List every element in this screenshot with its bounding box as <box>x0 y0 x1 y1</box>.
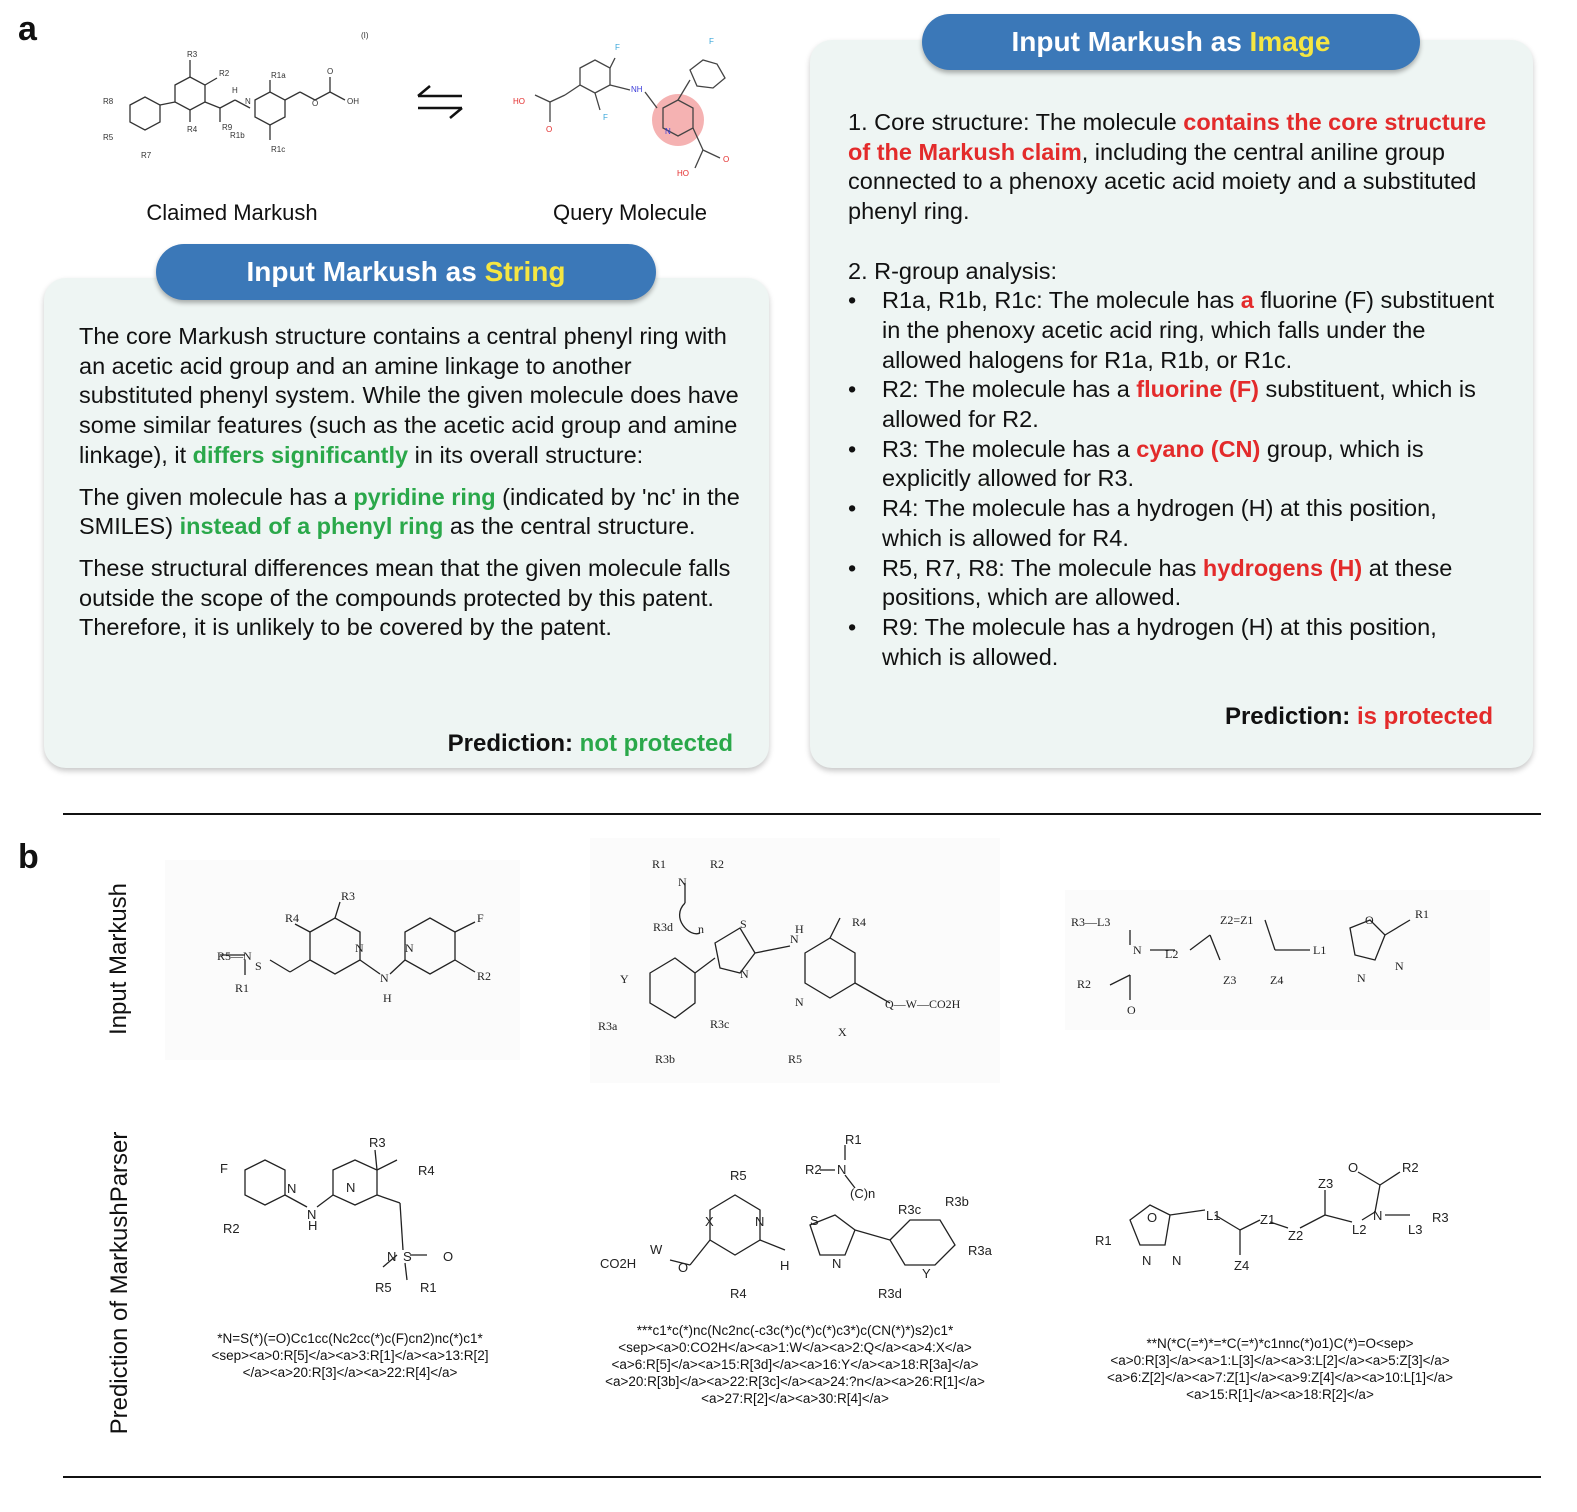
input-markush-3 <box>1065 890 1490 1030</box>
prediction-structure-3 <box>1090 1150 1460 1280</box>
pr2-r1: R1 <box>845 1132 862 1147</box>
label-r2: R2 <box>219 69 230 78</box>
input-markush-1 <box>165 860 520 1060</box>
label-r1a: R1a <box>271 71 286 80</box>
query-n: N <box>665 127 671 136</box>
in2-r5: R5 <box>788 1052 803 1066</box>
pr2-s: S <box>810 1213 819 1228</box>
pr3-z3: Z3 <box>1318 1176 1334 1191</box>
in2-qwco2h: Q—W—CO2H <box>885 997 961 1011</box>
label-n: N <box>245 97 251 106</box>
row-label-prediction: Prediction of MarkushParser <box>106 1131 133 1435</box>
in2-r1: R1 <box>652 857 667 871</box>
rgroup-bullet-2: • R2: The molecule has a fluorine (F) substituent, which is allowed for R2. <box>848 376 1476 433</box>
pr2-r3d: R3d <box>878 1286 902 1301</box>
pr3-n: N <box>1142 1253 1152 1268</box>
pr3-l3: L3 <box>1408 1222 1423 1237</box>
label-o2: O <box>327 67 334 76</box>
pr2-r2: R2 <box>805 1162 822 1177</box>
prediction-structure-2 <box>600 1130 1000 1310</box>
section-divider-bottom <box>63 1476 1541 1478</box>
in1-n2: N <box>380 971 389 985</box>
pr1-o: O <box>443 1249 454 1264</box>
pr3-z2: Z2 <box>1288 1228 1304 1243</box>
claimed-markush-structure <box>95 30 395 180</box>
pr1-r5: R5 <box>375 1280 392 1295</box>
image-card-text <box>848 108 1498 672</box>
in3-l2: L2 <box>1165 947 1179 961</box>
prediction-structure-1 <box>215 1135 465 1300</box>
in2-r3c: R3c <box>710 1017 730 1031</box>
pr2-n: N <box>837 1162 847 1177</box>
pr1-r2: R2 <box>223 1221 240 1236</box>
row-label-input: Input Markush <box>105 882 132 1036</box>
equilibrium-arrow-icon <box>414 82 466 122</box>
rgroup-bullet-6: • R9: The molecule has a hydrogen (H) at this position, which is allowed. <box>848 613 1437 670</box>
in3-o2: O <box>1127 1003 1136 1017</box>
smiles-3-line-4: <a>15:R[1]</a><a>18:R[2]</a> <box>1186 1387 1374 1402</box>
smiles-1-line-3: </a><a>20:R[3]</a><a>22:R[4]</a> <box>242 1365 458 1380</box>
smiles-1-line-1: *N=S(*)(=O)Cc1cc(Nc2cc(*)c(F)cn2)nc(*)c1* <box>217 1331 483 1346</box>
label-r7: R7 <box>141 151 152 160</box>
panel-letter-b: b <box>18 838 39 876</box>
pr3-z1: Z1 <box>1260 1212 1276 1227</box>
pr3-n3: N <box>1373 1208 1383 1223</box>
in1-r5n: R5—N <box>217 949 252 963</box>
string-para-2: The given molecule has a pyridine ring (indicated by 'nc' in the SMILES) instead of a phenyl ring as the central structure. <box>79 483 740 540</box>
string-card-header: Input Markush as String <box>156 244 656 300</box>
rgroup-bullet-5: • R5, R7, R8: The molecule has hydrogens (H) at these positions, which are allowed. <box>848 554 1453 611</box>
pr2-r3a: R3a <box>968 1243 992 1258</box>
in2-h: H <box>795 922 804 936</box>
in2-nsub: n <box>698 922 704 936</box>
in1-r1: R1 <box>235 981 250 995</box>
pr1-n4: N <box>387 1249 397 1264</box>
label-r8: R8 <box>103 97 114 106</box>
in3-r3l3: R3—L3 <box>1071 915 1111 929</box>
pr2-y: Y <box>922 1266 931 1281</box>
rgroup-bullet-3: • R3: The molecule has a cyano (CN) group, which is explicitly allowed for R3. <box>848 435 1424 492</box>
pr2-r5: R5 <box>730 1168 747 1183</box>
smiles-2-line-3: <a>6:R[5]</a><a>15:R[3d]</a><a>16:Y</a><a>18:R[3a]</a> <box>611 1357 979 1372</box>
image-prediction: Prediction: is protected <box>1224 703 1493 730</box>
rgroup-bullet-1: • R1a, R1b, R1c: The molecule has a fluorine (F) substituent in the phenoxy acetic acid ring, which falls under the allowed halogens for R1a, R1b, or R1c. <box>848 287 1495 373</box>
pr3-r2: R2 <box>1402 1160 1419 1175</box>
smiles-2-line-5: <a>27:R[2]</a><a>30:R[4]</a> <box>701 1391 889 1406</box>
label-r1b: R1b <box>230 131 245 140</box>
pr1-n2: N <box>346 1180 356 1195</box>
in2-n2: N <box>740 967 749 981</box>
in1-r4: R4 <box>285 911 300 925</box>
pr3-n2: N <box>1172 1253 1182 1268</box>
pr2-x: X <box>705 1214 714 1229</box>
pr3-z4: Z4 <box>1234 1258 1250 1273</box>
in2-n: N <box>678 875 687 889</box>
smiles-2-line-2: <sep><a>0:CO2H</a><a>1:W</a><a>2:Q</a><a>4:X</a> <box>618 1340 972 1355</box>
section-divider-top <box>63 813 1541 815</box>
core-structure-para: 1. Core structure: The molecule contains the core structure of the Markush claim, including the central aniline group connected to a phenoxy acetic acid moiety and a substituted phenyl ring. <box>848 109 1487 225</box>
smiles-prediction-2 <box>575 1322 1015 1407</box>
in1-r2: R2 <box>477 969 492 983</box>
in3-z2z1: Z2=Z1 <box>1220 913 1254 927</box>
in2-x: X <box>838 1025 847 1039</box>
in3-r2: R2 <box>1077 977 1092 991</box>
string-input-card <box>44 278 769 768</box>
panel-letter-a: a <box>18 10 37 48</box>
pr2-n2: N <box>755 1214 765 1229</box>
label-h: H <box>232 86 238 95</box>
in2-n3: N <box>795 995 804 1009</box>
pr2-cn: (C)n <box>850 1186 876 1201</box>
pr2-n3: N <box>832 1256 842 1271</box>
in2-y: Y <box>620 972 629 986</box>
smiles-3-line-2: <a>0:R[3]</a><a>1:L[3]</a><a>3:L[2]</a><a>5:Z[3]</a> <box>1110 1353 1450 1368</box>
in3-r1: R1 <box>1415 907 1430 921</box>
label-o: O <box>312 99 319 108</box>
string-prediction: Prediction: not protected <box>447 730 733 757</box>
in1-f: F <box>477 911 484 925</box>
query-o2: O <box>723 155 730 164</box>
query-oh: HO <box>677 169 689 178</box>
in2-r3d: R3d <box>653 920 674 934</box>
string-para-3: These structural differences mean that the given molecule falls outside the scope of the compounds protected by this patent. Therefore, it is unlikely to be covered by the patent. <box>79 554 731 641</box>
query-f3: F <box>709 37 714 46</box>
pr1-n3: N <box>307 1207 317 1222</box>
in3-z4: Z4 <box>1270 973 1284 987</box>
smiles-3-line-3: <a>6:Z[2]</a><a>7:Z[1]</a><a>9:Z[4]</a><a>10:L[1]</a> <box>1106 1370 1454 1385</box>
in2-r2: R2 <box>710 857 725 871</box>
smiles-2-line-1: ***c1*c(*)nc(Nc2nc(-c3c(*)c(*)c(*)c3*)c(CN(*)*)s2)c1* <box>636 1323 954 1338</box>
smiles-prediction-1 <box>170 1330 530 1381</box>
query-ho: HO <box>513 97 525 106</box>
pr1-r4: R4 <box>418 1163 435 1178</box>
string-card-text <box>79 322 749 643</box>
query-o: O <box>546 125 553 134</box>
label-r1c: R1c <box>271 145 286 154</box>
pr2-r4: R4 <box>730 1286 747 1301</box>
in3-n2: N <box>1395 959 1404 973</box>
label-oh: OH <box>347 97 359 106</box>
pr2-co2h: CO2H <box>600 1256 637 1271</box>
pr3-r3: R3 <box>1432 1210 1449 1225</box>
query-molecule-caption: Query Molecule <box>552 200 708 225</box>
query-molecule-structure <box>505 30 755 190</box>
pr2-o: O <box>678 1260 689 1275</box>
pr1-f: F <box>220 1161 228 1176</box>
pr1-h: H <box>308 1218 318 1233</box>
pr3-o2: O <box>1348 1160 1359 1175</box>
pr3-l2: L2 <box>1352 1222 1367 1237</box>
pr1-r3: R3 <box>369 1135 386 1150</box>
formula-number: (I) <box>361 31 369 40</box>
label-r4: R4 <box>187 125 198 134</box>
in3-n1: N <box>1357 971 1366 985</box>
in2-nh: N <box>790 932 799 946</box>
in2-r3a: R3a <box>598 1019 618 1033</box>
in3-l1: L1 <box>1313 943 1327 957</box>
input-markush-2 <box>590 838 1000 1083</box>
in2-r4: R4 <box>852 915 867 929</box>
pr2-w: W <box>650 1242 663 1257</box>
smiles-2-line-4: <a>20:R[3b]</a><a>22:R[3c]</a><a>24:?n</a><a>26:R[1]</a> <box>605 1374 985 1389</box>
in1-r3: R3 <box>341 889 356 903</box>
pr1-n: N <box>287 1181 297 1196</box>
pr3-r1: R1 <box>1095 1233 1112 1248</box>
pr2-r3b: R3b <box>945 1194 969 1209</box>
rgroup-title: 2. R-group analysis: <box>848 257 1057 284</box>
pr3-l1: L1 <box>1206 1208 1221 1223</box>
in1-s: S <box>255 959 262 973</box>
pr2-h: H <box>780 1258 790 1273</box>
claimed-markush-caption: Claimed Markush <box>146 200 318 225</box>
in3-o: O <box>1365 913 1374 927</box>
in2-r3b: R3b <box>655 1052 676 1066</box>
smiles-3-line-1: **N(*C(=*)*=*C(=*)*c1nnc(*)o1)C(*)=O<sep> <box>1146 1336 1414 1351</box>
in2-s: S <box>740 917 747 931</box>
smiles-1-line-2: <sep><a>0:R[5]</a><a>3:R[1]</a><a>13:R[2] <box>211 1348 489 1363</box>
string-para-1: The core Markush structure contains a central phenyl ring with an acetic acid group and an amine linkage to another substituted phenyl system. While the given molecule does have some similar features (such as the acetic acid group and amine linkage), it differs significantly in its overall structure: <box>79 323 739 468</box>
in1-n: N <box>355 941 364 955</box>
in1-h: H <box>383 991 392 1005</box>
query-f2: F <box>603 113 608 122</box>
label-r5: R5 <box>103 133 114 142</box>
label-r9: R9 <box>222 123 233 132</box>
rgroup-bullet-4: • R4: The molecule has a hydrogen (H) at this position, which is allowed for R4. <box>848 495 1437 551</box>
pr1-s: S <box>403 1249 412 1264</box>
query-f1: F <box>615 43 620 52</box>
pr3-o: O <box>1147 1210 1158 1225</box>
image-card-header: Input Markush as Image <box>922 14 1420 70</box>
in3-z3: Z3 <box>1223 973 1237 987</box>
image-input-card <box>810 40 1533 768</box>
smiles-prediction-3 <box>1075 1335 1485 1403</box>
query-nh: NH <box>631 85 643 94</box>
in1-n3: N <box>405 941 414 955</box>
label-r3: R3 <box>187 50 198 59</box>
pr2-r3c: R3c <box>898 1202 922 1217</box>
pr1-r1: R1 <box>420 1280 437 1295</box>
in3-n: N <box>1133 943 1142 957</box>
